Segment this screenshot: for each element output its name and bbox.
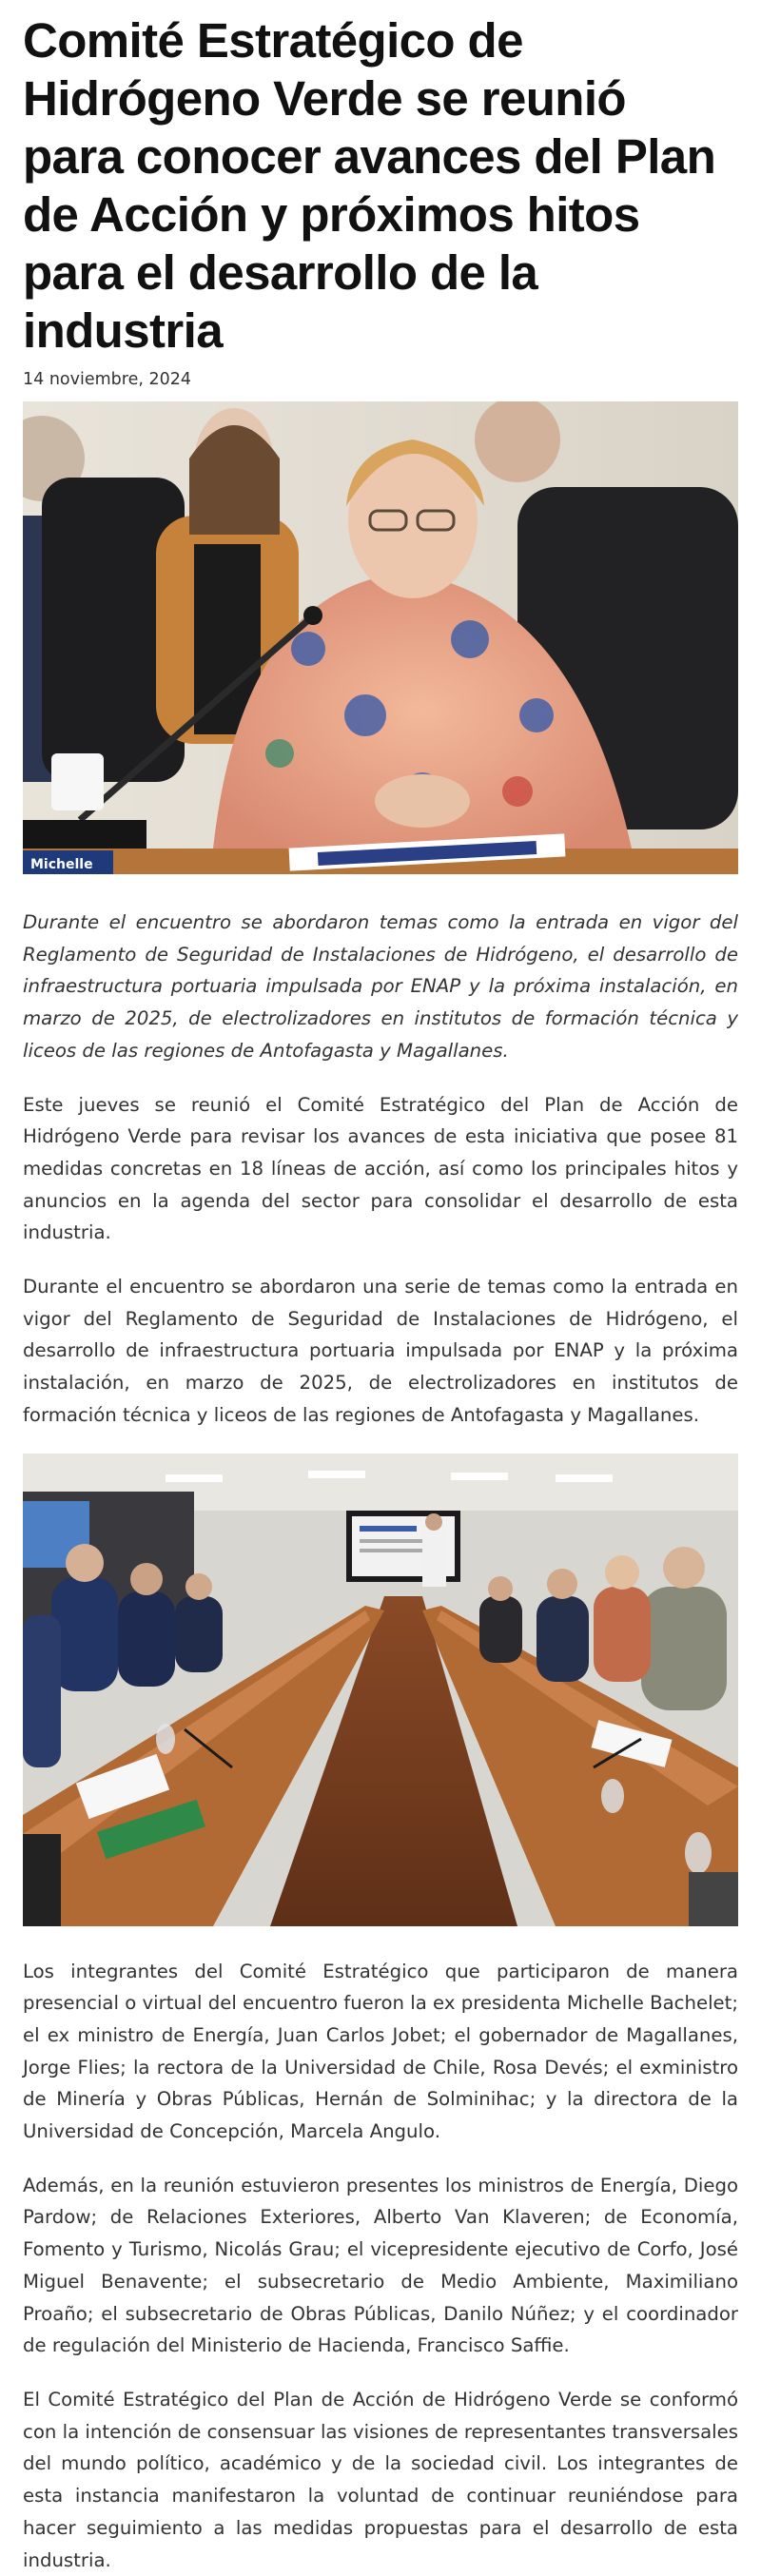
article: [23, 0, 738, 2576]
publish-date: 14 noviembre, 2024: [23, 370, 192, 389]
article-paragraph: El Comité Estratégico del Plan de Acción de Hidrógeno Verde se conformó con la intención de consensuar las visiones de representantes transversales del mundo político, académico y de la sociedad civil. Los integrantes de esta instancia manifestaron la voluntad de continuar reuniéndose para hacer seguimiento a las medidas propuestas para el desarrollo de esta industria.: [23, 2388, 738, 2571]
article-paragraph: Durante el encuentro se abordaron una serie de temas como la entrada en vigor del Reglamento de Seguridad de Instalaciones de Hidrógeno, el desarrollo de infraestructura portuaria impulsada por ENAP y la próxima instalación, en marzo de 2025, de electrolizadores en institutos de formación técnica y liceos de las regiones de Antofagasta y Magallanes.: [23, 1276, 738, 1426]
article-paragraph: Este jueves se reunió el Comité Estratégico del Plan de Acción de Hidrógeno Verde para revisar los avances de esta iniciativa que posee 81 medidas concretas en 18 líneas de acción, así como los principales hitos y anuncios en la agenda del sector para consolidar el desarrollo de esta industria.: [23, 1093, 738, 1244]
article-paragraph: Además, en la reunión estuvieron presentes los ministros de Energía, Diego Pardow; de Relaciones Exteriores, Alberto Van Klaveren; de Economía, Fomento y Turismo, Nicolás Grau; el vicepresidente ejecutivo de Corfo, José Miguel Benavente; el subsecretario de Medio Ambiente, Maximiliano Proaño; el subsecretario de Obras Públicas, Danilo Núñez; y el coordinador de regulación del Ministerio de Hacienda, Francisco Saffie.: [23, 2174, 738, 2357]
article-lead: Durante el encuentro se abordaron temas como la entrada en vigor del Reglamento de Seguridad de Instalaciones de Hidrógeno, el desarrollo de infraestructura portuaria impulsada por ENAP y la próxima instalación, en marzo de 2025, de electrolizadores en institutos de formación técnica y liceos de las regiones de Antofagasta y Magallanes.: [23, 911, 738, 1062]
article-photo-meeting: [23, 1454, 738, 1926]
article-title: Comité Estratégico de Hidrógeno Verde se reunió para conocer avances del Plan de Acción y próximos hitos para el desarrollo de la industria: [23, 13, 716, 358]
article-paragraph: Los integrantes del Comité Estratégico que participaron de manera presencial o virtual del encuentro fueron la ex presidenta Michelle Bachelet; el ex ministro de Energía, Juan Carlos Jobet; el gobernador de Magallanes, Jorge Flies; la rectora de la Universidad de Chile, Rosa Devés; el exministro de Minería y Obras Públicas, Hernán de Solminihac; y la directora de la Universidad de Concepción, Marcela Angulo.: [23, 1960, 738, 2143]
nameplate-text: Michelle: [30, 857, 93, 872]
article-photo-speaker: [23, 401, 738, 874]
